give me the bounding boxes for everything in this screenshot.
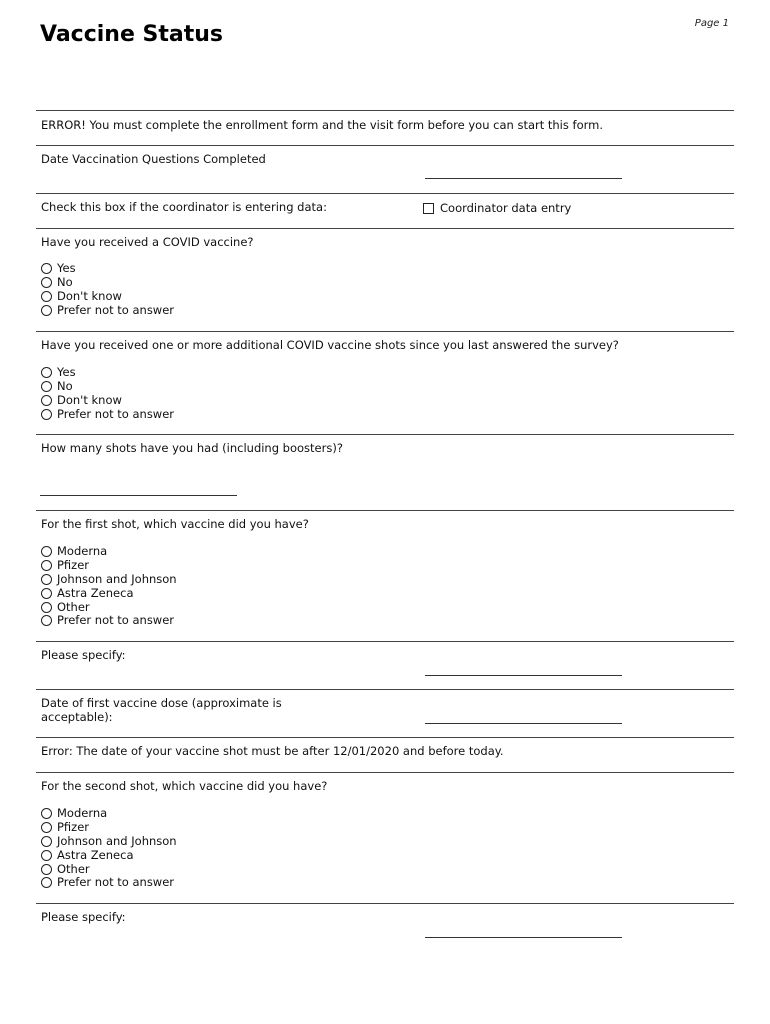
first-specify-section	[36, 641, 734, 689]
option-label: Yes	[57, 365, 76, 380]
radio-button[interactable]	[41, 588, 52, 599]
how-many-shots-field[interactable]	[40, 495, 237, 496]
option-label: No	[57, 379, 73, 394]
error-notice: ERROR! You must complete the enrollment form and the visit form before you can start this form.	[41, 118, 603, 132]
radio-button[interactable]	[41, 546, 52, 557]
radio-button[interactable]	[41, 277, 52, 288]
radio-option[interactable]	[41, 821, 177, 835]
received-vaccine-question: Have you received a COVID vaccine?	[41, 235, 254, 249]
radio-option[interactable]	[41, 614, 177, 628]
radio-option[interactable]	[41, 848, 177, 862]
coordinator-checkbox-group[interactable]	[423, 201, 571, 215]
second-shot-question: For the second shot, which vaccine did you have?	[41, 779, 328, 793]
received-vaccine-section	[36, 228, 734, 331]
option-label: Yes	[57, 261, 76, 276]
option-label: Moderna	[57, 544, 108, 559]
option-label: Pfizer	[57, 558, 90, 573]
radio-button[interactable]	[41, 822, 52, 833]
radio-button[interactable]	[41, 291, 52, 302]
radio-option[interactable]	[41, 290, 174, 304]
option-label: Astra Zeneca	[57, 847, 134, 862]
coordinator-label: Check this box if the coordinator is entering data:	[41, 200, 327, 214]
first-date-label-line2: acceptable):	[41, 710, 113, 724]
radio-button[interactable]	[41, 395, 52, 406]
radio-option[interactable]	[41, 262, 174, 276]
how-many-shots-section	[36, 434, 734, 510]
radio-button[interactable]	[41, 836, 52, 847]
radio-option[interactable]	[41, 366, 174, 380]
first-date-label	[41, 696, 282, 724]
second-specify-section	[36, 903, 734, 951]
radio-button[interactable]	[41, 381, 52, 392]
date-completed-label: Date Vaccination Questions Completed	[41, 152, 266, 166]
how-many-shots-question: How many shots have you had (including boosters)?	[41, 441, 343, 455]
radio-option[interactable]	[41, 876, 177, 890]
radio-option[interactable]	[41, 545, 177, 559]
radio-option[interactable]	[41, 586, 177, 600]
radio-option[interactable]	[41, 303, 174, 317]
date-completed-section	[36, 145, 734, 193]
radio-option[interactable]	[41, 394, 174, 408]
radio-button[interactable]	[41, 864, 52, 875]
first-date-label-line1: Date of first vaccine dose (approximate is	[41, 696, 282, 710]
page-title: Vaccine Status	[40, 22, 224, 47]
radio-button[interactable]	[41, 560, 52, 571]
option-label: Astra Zeneca	[57, 585, 134, 600]
radio-button[interactable]	[41, 877, 52, 888]
radio-option[interactable]	[41, 835, 177, 849]
radio-button[interactable]	[41, 409, 52, 420]
date-error-message: Error: The date of your vaccine shot must be after 12/01/2020 and before today.	[41, 744, 504, 758]
option-label: Pfizer	[57, 820, 90, 835]
option-label: Johnson and Johnson	[57, 833, 177, 848]
second-specify-field[interactable]	[425, 937, 622, 938]
option-label: No	[57, 275, 73, 290]
first-specify-label: Please specify:	[41, 648, 126, 662]
radio-button[interactable]	[41, 263, 52, 274]
page-number: Page 1	[694, 18, 729, 29]
first-shot-section	[36, 510, 734, 641]
error-notice-section	[36, 110, 734, 145]
option-label: Other	[57, 599, 90, 614]
first-shot-question: For the first shot, which vaccine did you have?	[41, 517, 309, 531]
radio-button[interactable]	[41, 808, 52, 819]
coordinator-checkbox[interactable]	[423, 203, 434, 214]
second-shot-section	[36, 772, 734, 903]
additional-shots-options	[41, 366, 174, 421]
option-label: Johnson and Johnson	[57, 571, 177, 586]
radio-option[interactable]	[41, 380, 174, 394]
radio-option[interactable]	[41, 276, 174, 290]
option-label: Don't know	[57, 288, 122, 303]
first-date-field[interactable]	[425, 723, 622, 724]
option-label: Prefer not to answer	[57, 875, 175, 890]
radio-option[interactable]	[41, 600, 177, 614]
option-label: Don't know	[57, 392, 122, 407]
option-label: Prefer not to answer	[57, 406, 175, 421]
additional-shots-question: Have you received one or more additional COVID vaccine shots since you last answered the survey?	[41, 338, 619, 352]
radio-option[interactable]	[41, 407, 174, 421]
radio-button[interactable]	[41, 850, 52, 861]
second-shot-options	[41, 807, 177, 890]
radio-option[interactable]	[41, 559, 177, 573]
radio-button[interactable]	[41, 574, 52, 585]
first-specify-field[interactable]	[425, 675, 622, 676]
option-label: Prefer not to answer	[57, 302, 175, 317]
radio-button[interactable]	[41, 602, 52, 613]
radio-button[interactable]	[41, 615, 52, 626]
received-vaccine-options	[41, 262, 174, 317]
radio-option[interactable]	[41, 807, 177, 821]
first-date-section	[36, 689, 734, 737]
additional-shots-section	[36, 331, 734, 434]
radio-button[interactable]	[41, 305, 52, 316]
radio-option[interactable]	[41, 573, 177, 587]
radio-option[interactable]	[41, 862, 177, 876]
second-specify-label: Please specify:	[41, 910, 126, 924]
option-label: Other	[57, 861, 90, 876]
first-shot-options	[41, 545, 177, 628]
coordinator-section	[36, 193, 734, 228]
radio-button[interactable]	[41, 367, 52, 378]
coordinator-checkbox-label: Coordinator data entry	[440, 201, 572, 215]
option-label: Moderna	[57, 806, 108, 821]
date-error-section	[36, 737, 734, 772]
date-completed-field[interactable]	[425, 178, 622, 179]
option-label: Prefer not to answer	[57, 613, 175, 628]
